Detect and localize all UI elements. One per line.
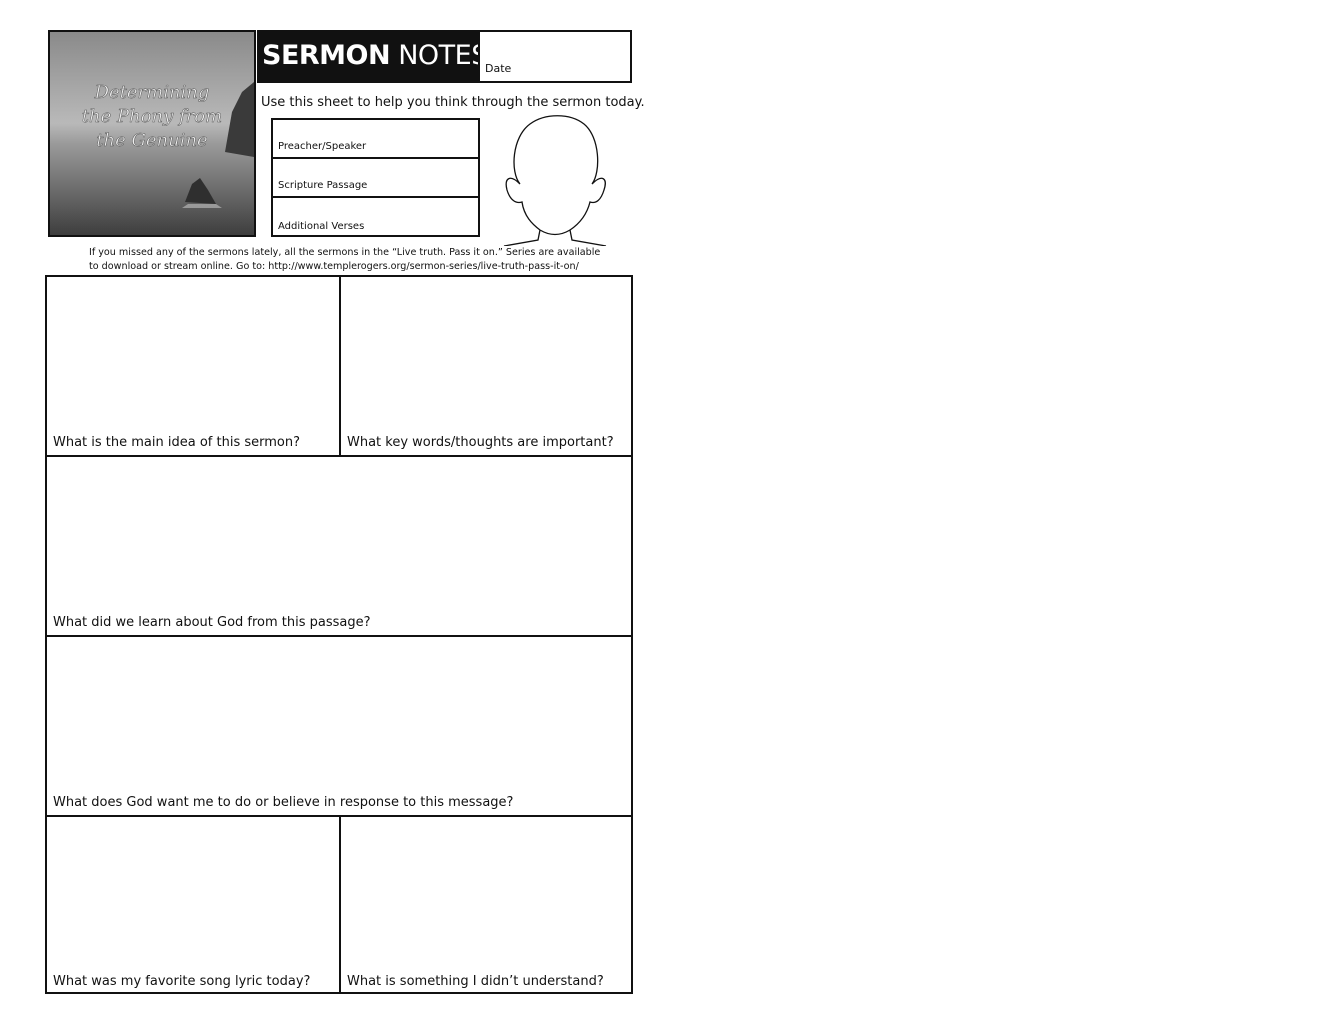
response-question: What does God want me to do or believe in response to this message?: [53, 795, 514, 810]
cover-photo: [50, 32, 254, 235]
preacher-label: Preacher/Speaker: [278, 141, 367, 152]
response-box[interactable]: [47, 637, 633, 817]
didnt-understand-box[interactable]: [341, 817, 633, 994]
date-label: Date: [485, 62, 512, 75]
preacher-field[interactable]: [273, 120, 478, 159]
head-outline-icon: [500, 112, 610, 246]
didnt-understand-question: What is something I didn’t understand?: [347, 974, 604, 989]
series-note-line-2: to download or stream online. Go to: http://www.templerogers.org/sermon-series/live-truth-pass-it-on/: [89, 261, 579, 272]
cover-title-line-1: Determining: [94, 82, 210, 103]
cover-title-line-3: the Genuine: [96, 130, 208, 151]
scripture-field[interactable]: [273, 159, 478, 198]
sermon-cover-image: [48, 30, 256, 237]
cover-title-line-2: the Phony from: [81, 106, 223, 127]
key-words-question: What key words/thoughts are important?: [347, 435, 614, 450]
additional-verses-label: Additional Verses: [278, 221, 365, 232]
learn-god-box[interactable]: [47, 457, 633, 637]
series-note-line-1: If you missed any of the sermons lately, all the sermons in the “Live truth. Pass it on.” Series are available: [89, 247, 601, 258]
series-note: [89, 246, 600, 274]
info-fields: [271, 118, 480, 237]
key-words-box[interactable]: [341, 277, 633, 457]
questions-grid: [45, 275, 633, 994]
main-idea-question: What is the main idea of this sermon?: [53, 435, 301, 450]
scripture-label: Scripture Passage: [278, 180, 368, 191]
learn-god-question: What did we learn about God from this passage?: [53, 615, 371, 630]
additional-verses-field[interactable]: [273, 198, 478, 237]
instructions: Use this sheet to help you think through the sermon today.: [261, 95, 645, 110]
main-idea-box[interactable]: [47, 277, 341, 457]
date-field[interactable]: [478, 30, 632, 83]
song-lyric-question: What was my favorite song lyric today?: [53, 974, 311, 989]
title-light: NOTES: [398, 40, 488, 71]
title-bold: SERMON: [262, 40, 391, 71]
page-title: [257, 30, 488, 83]
song-lyric-box[interactable]: [47, 817, 341, 994]
